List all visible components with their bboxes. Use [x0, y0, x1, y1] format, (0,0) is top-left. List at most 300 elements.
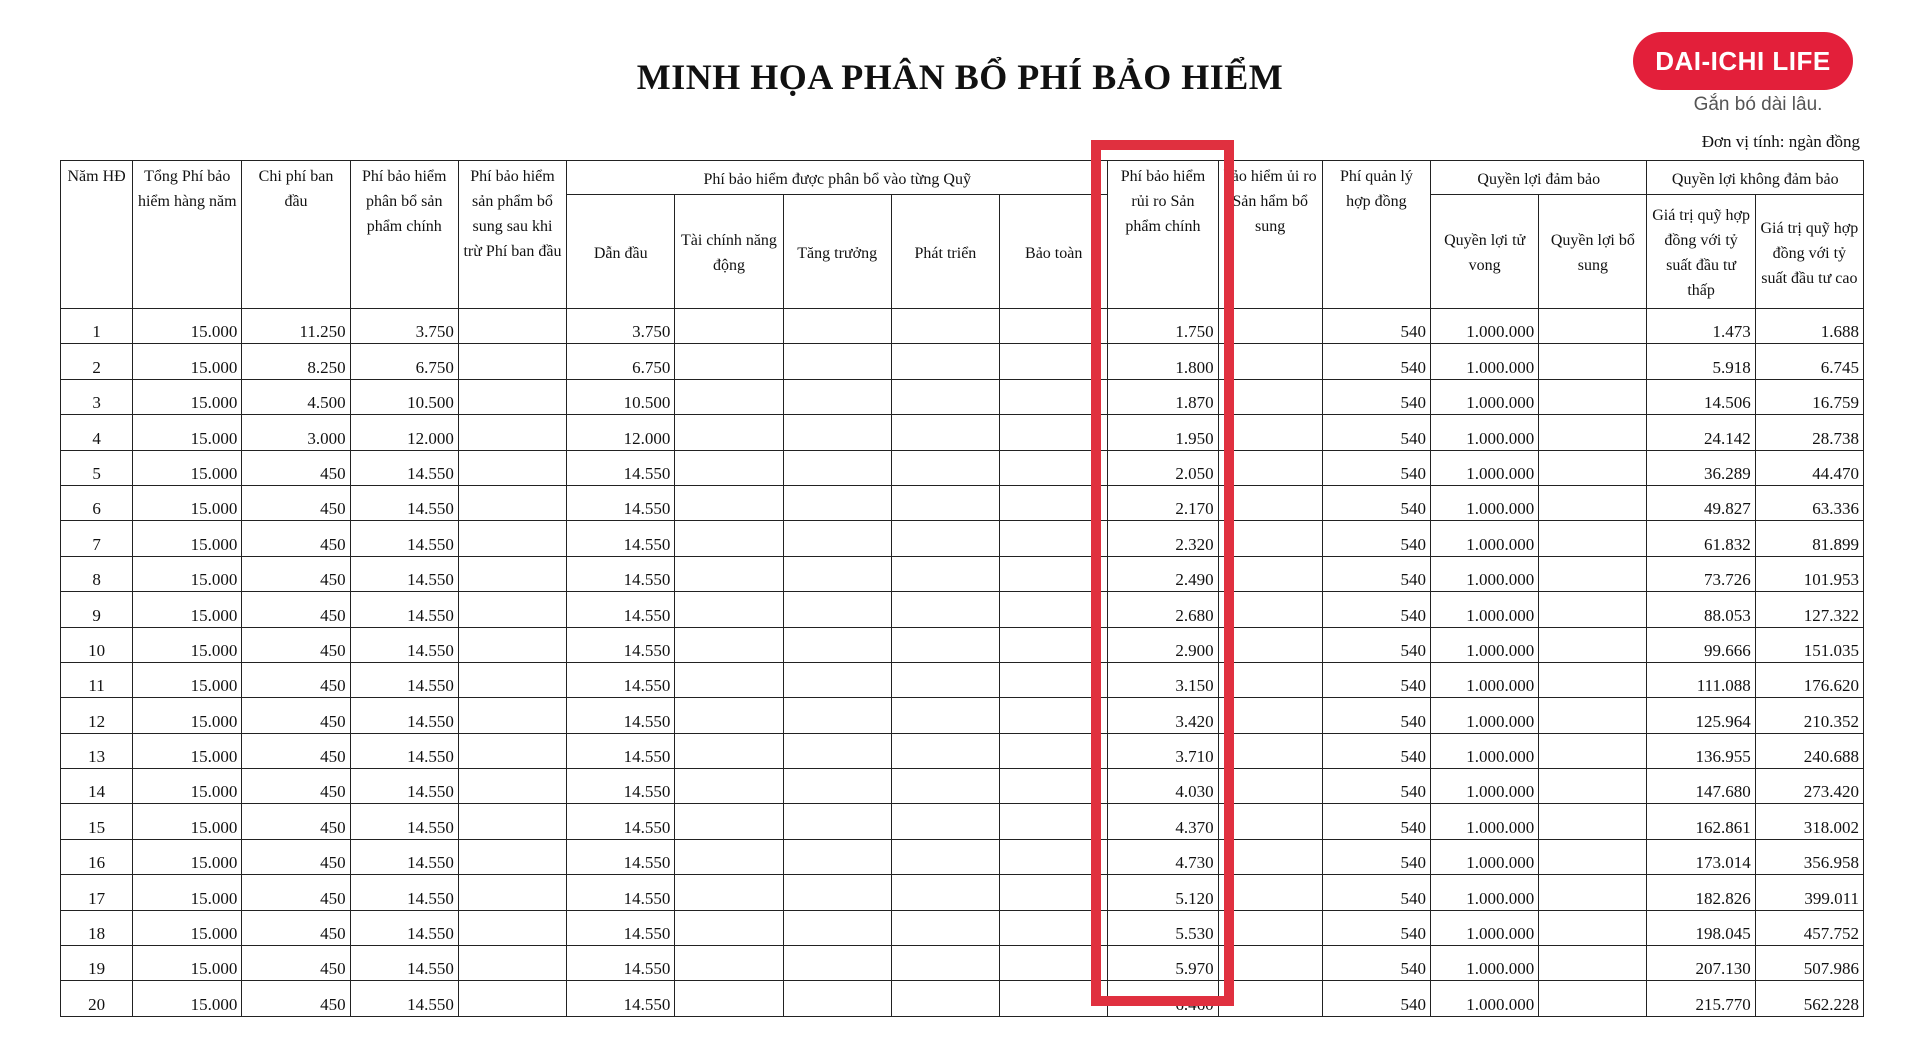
cell-fund-value-high: 28.738: [1755, 415, 1863, 450]
cell-fund-value-low: 1.473: [1647, 309, 1755, 344]
cell-risk-main: 4.370: [1108, 804, 1218, 839]
cell-additional-benefit: [1539, 450, 1647, 485]
cell-main-allocation: 6.750: [350, 344, 458, 379]
cell-admin-fee: 540: [1322, 521, 1430, 556]
cell-risk-main: 1.950: [1108, 415, 1218, 450]
cell-admin-fee: 540: [1322, 839, 1430, 874]
header-fund-value-high: Giá trị quỹ hợp đồng với tỷ suất đầu tư cao: [1755, 195, 1863, 309]
header-guaranteed-group: Quyền lợi đảm bảo: [1431, 161, 1647, 195]
cell-death-benefit: 1.000.000: [1431, 981, 1539, 1016]
cell-risk-supplementary: [1218, 379, 1322, 414]
cell-year: 15: [61, 804, 133, 839]
cell-total-premium: 15.000: [133, 415, 242, 450]
cell-fund-value-low: 125.964: [1647, 698, 1755, 733]
cell-additional-benefit: [1539, 627, 1647, 662]
cell-fund-value-low: 24.142: [1647, 415, 1755, 450]
cell-admin-fee: 540: [1322, 981, 1430, 1016]
cell-risk-main: 2.050: [1108, 450, 1218, 485]
cell-risk-supplementary: [1218, 875, 1322, 910]
cell-fund-development: [891, 839, 999, 874]
cell-total-premium: 15.000: [133, 910, 242, 945]
cell-main-allocation: 14.550: [350, 839, 458, 874]
cell-fund-dynamic: [675, 733, 783, 768]
cell-death-benefit: 1.000.000: [1431, 556, 1539, 591]
cell-fund-growth: [783, 733, 891, 768]
cell-supplementary-after: [458, 309, 566, 344]
cell-fund-growth: [783, 415, 891, 450]
cell-total-premium: 15.000: [133, 981, 242, 1016]
cell-fund-development: [891, 769, 999, 804]
cell-death-benefit: 1.000.000: [1431, 592, 1539, 627]
cell-risk-main: 2.170: [1108, 485, 1218, 520]
cell-fund-value-high: 16.759: [1755, 379, 1863, 414]
cell-fund-lead: 14.550: [567, 875, 675, 910]
cell-fund-dynamic: [675, 804, 783, 839]
cell-main-allocation: 14.550: [350, 662, 458, 697]
premium-allocation-table: [60, 160, 1864, 1017]
header-fund-value-low: Giá trị quỹ hợp đồng với tỷ suất đầu tư thấp: [1647, 195, 1755, 309]
cell-fund-value-high: 127.322: [1755, 592, 1863, 627]
cell-risk-supplementary: [1218, 946, 1322, 981]
cell-fund-dynamic: [675, 556, 783, 591]
cell-risk-main: 1.750: [1108, 309, 1218, 344]
cell-main-allocation: 14.550: [350, 450, 458, 485]
cell-fund-growth: [783, 946, 891, 981]
cell-risk-main: 4.730: [1108, 839, 1218, 874]
cell-year: 3: [61, 379, 133, 414]
cell-initial-cost: 450: [242, 485, 350, 520]
cell-death-benefit: 1.000.000: [1431, 309, 1539, 344]
cell-risk-main: 3.710: [1108, 733, 1218, 768]
cell-additional-benefit: [1539, 946, 1647, 981]
cell-main-allocation: 14.550: [350, 592, 458, 627]
cell-fund-development: [891, 981, 999, 1016]
table-row: [61, 415, 1864, 450]
cell-fund-conservation: [1000, 309, 1108, 344]
cell-total-premium: 15.000: [133, 450, 242, 485]
cell-risk-supplementary: [1218, 662, 1322, 697]
cell-fund-lead: 14.550: [567, 910, 675, 945]
cell-main-allocation: 14.550: [350, 769, 458, 804]
cell-fund-dynamic: [675, 450, 783, 485]
cell-fund-dynamic: [675, 769, 783, 804]
cell-fund-dynamic: [675, 910, 783, 945]
cell-fund-development: [891, 698, 999, 733]
table-row: [61, 698, 1864, 733]
cell-admin-fee: 540: [1322, 627, 1430, 662]
table-row: [61, 592, 1864, 627]
cell-fund-lead: 14.550: [567, 839, 675, 874]
table-row: [61, 733, 1864, 768]
cell-additional-benefit: [1539, 309, 1647, 344]
cell-initial-cost: 450: [242, 769, 350, 804]
company-logo: [1633, 32, 1853, 124]
cell-fund-growth: [783, 981, 891, 1016]
cell-fund-value-high: 318.002: [1755, 804, 1863, 839]
cell-fund-development: [891, 627, 999, 662]
cell-additional-benefit: [1539, 839, 1647, 874]
header-initial-cost: Chi phí ban đầu: [242, 161, 350, 309]
cell-death-benefit: 1.000.000: [1431, 379, 1539, 414]
cell-risk-main: 5.120: [1108, 875, 1218, 910]
cell-total-premium: 15.000: [133, 733, 242, 768]
table-body: [61, 309, 1864, 1017]
cell-fund-development: [891, 379, 999, 414]
cell-fund-value-low: 198.045: [1647, 910, 1755, 945]
cell-fund-development: [891, 556, 999, 591]
cell-total-premium: 15.000: [133, 344, 242, 379]
cell-fund-growth: [783, 769, 891, 804]
cell-supplementary-after: [458, 592, 566, 627]
cell-initial-cost: 450: [242, 698, 350, 733]
cell-fund-lead: 14.550: [567, 698, 675, 733]
cell-fund-value-low: 88.053: [1647, 592, 1755, 627]
cell-initial-cost: 8.250: [242, 344, 350, 379]
cell-initial-cost: 450: [242, 521, 350, 556]
cell-fund-lead: 14.550: [567, 946, 675, 981]
cell-additional-benefit: [1539, 804, 1647, 839]
cell-fund-value-high: 81.899: [1755, 521, 1863, 556]
header-fund-development: Phát triển: [891, 195, 999, 309]
cell-risk-supplementary: [1218, 910, 1322, 945]
table-row: [61, 662, 1864, 697]
header-fund-conservation: Bảo toàn: [1000, 195, 1108, 309]
cell-total-premium: 15.000: [133, 556, 242, 591]
table-row: [61, 521, 1864, 556]
cell-risk-main: 2.900: [1108, 627, 1218, 662]
logo-wordmark: DAI-ICHI LIFE: [1633, 32, 1853, 90]
cell-fund-lead: 14.550: [567, 662, 675, 697]
cell-supplementary-after: [458, 804, 566, 839]
header-supplementary-after: Phí bảo hiểm sản phẩm bổ sung sau khi trừ Phí ban đầu: [458, 161, 566, 309]
cell-fund-conservation: [1000, 379, 1108, 414]
cell-fund-lead: 14.550: [567, 981, 675, 1016]
header-main-allocation: Phí bảo hiểm phân bổ sản phẩm chính: [350, 161, 458, 309]
header-death-benefit: Quyền lợi tử vong: [1431, 195, 1539, 309]
cell-additional-benefit: [1539, 698, 1647, 733]
cell-additional-benefit: [1539, 379, 1647, 414]
cell-risk-supplementary: [1218, 592, 1322, 627]
cell-supplementary-after: [458, 910, 566, 945]
cell-fund-growth: [783, 592, 891, 627]
cell-fund-value-low: 136.955: [1647, 733, 1755, 768]
cell-fund-conservation: [1000, 592, 1108, 627]
cell-additional-benefit: [1539, 981, 1647, 1016]
cell-additional-benefit: [1539, 910, 1647, 945]
cell-fund-growth: [783, 521, 891, 556]
cell-fund-conservation: [1000, 804, 1108, 839]
cell-fund-dynamic: [675, 662, 783, 697]
cell-year: 7: [61, 521, 133, 556]
cell-year: 16: [61, 839, 133, 874]
header-year: Năm HĐ: [61, 161, 133, 309]
cell-admin-fee: 540: [1322, 662, 1430, 697]
unit-note: Đơn vị tính: ngàn đồng: [1701, 132, 1860, 151]
cell-initial-cost: 450: [242, 662, 350, 697]
cell-risk-supplementary: [1218, 627, 1322, 662]
cell-initial-cost: 450: [242, 804, 350, 839]
cell-admin-fee: 540: [1322, 309, 1430, 344]
table-row: [61, 344, 1864, 379]
cell-fund-growth: [783, 875, 891, 910]
cell-total-premium: 15.000: [133, 698, 242, 733]
cell-risk-supplementary: [1218, 450, 1322, 485]
cell-fund-value-high: 176.620: [1755, 662, 1863, 697]
cell-fund-lead: 14.550: [567, 733, 675, 768]
cell-additional-benefit: [1539, 344, 1647, 379]
cell-fund-value-high: 507.986: [1755, 946, 1863, 981]
cell-supplementary-after: [458, 769, 566, 804]
cell-supplementary-after: [458, 415, 566, 450]
cell-fund-value-high: 151.035: [1755, 627, 1863, 662]
cell-fund-growth: [783, 485, 891, 520]
cell-risk-supplementary: [1218, 981, 1322, 1016]
cell-fund-value-low: 99.666: [1647, 627, 1755, 662]
cell-fund-value-low: 162.861: [1647, 804, 1755, 839]
document-title: MINH HỌA PHÂN BỔ PHÍ BẢO HIỂM: [636, 57, 1284, 97]
cell-risk-main: 3.420: [1108, 698, 1218, 733]
cell-additional-benefit: [1539, 556, 1647, 591]
cell-fund-conservation: [1000, 875, 1108, 910]
header-risk-main: Phí bảo hiểm rủi ro Sản phẩm chính: [1108, 161, 1218, 309]
cell-additional-benefit: [1539, 415, 1647, 450]
cell-main-allocation: 14.550: [350, 804, 458, 839]
cell-additional-benefit: [1539, 485, 1647, 520]
cell-fund-development: [891, 910, 999, 945]
cell-death-benefit: 1.000.000: [1431, 804, 1539, 839]
cell-fund-development: [891, 521, 999, 556]
cell-main-allocation: 14.550: [350, 733, 458, 768]
cell-fund-value-high: 399.011: [1755, 875, 1863, 910]
cell-fund-growth: [783, 804, 891, 839]
cell-fund-growth: [783, 379, 891, 414]
cell-risk-supplementary: [1218, 344, 1322, 379]
cell-fund-value-high: 6.745: [1755, 344, 1863, 379]
header-total-premium: Tổng Phí bảo hiểm hàng năm: [133, 161, 242, 309]
table-row: [61, 379, 1864, 414]
cell-main-allocation: 14.550: [350, 627, 458, 662]
cell-fund-value-low: 61.832: [1647, 521, 1755, 556]
cell-fund-growth: [783, 839, 891, 874]
cell-fund-dynamic: [675, 344, 783, 379]
cell-admin-fee: 540: [1322, 379, 1430, 414]
cell-fund-conservation: [1000, 415, 1108, 450]
cell-fund-development: [891, 592, 999, 627]
cell-death-benefit: 1.000.000: [1431, 521, 1539, 556]
cell-fund-value-low: 147.680: [1647, 769, 1755, 804]
cell-initial-cost: 450: [242, 592, 350, 627]
cell-main-allocation: 14.550: [350, 556, 458, 591]
cell-fund-conservation: [1000, 344, 1108, 379]
cell-year: 1: [61, 309, 133, 344]
cell-fund-value-low: 49.827: [1647, 485, 1755, 520]
cell-risk-supplementary: [1218, 839, 1322, 874]
cell-fund-value-low: 215.770: [1647, 981, 1755, 1016]
cell-death-benefit: 1.000.000: [1431, 946, 1539, 981]
table-row: [61, 627, 1864, 662]
cell-risk-main: 5.970: [1108, 946, 1218, 981]
cell-initial-cost: 450: [242, 556, 350, 591]
cell-risk-supplementary: [1218, 309, 1322, 344]
cell-year: 19: [61, 946, 133, 981]
cell-fund-conservation: [1000, 662, 1108, 697]
cell-admin-fee: 540: [1322, 698, 1430, 733]
cell-supplementary-after: [458, 485, 566, 520]
cell-admin-fee: 540: [1322, 875, 1430, 910]
cell-year: 17: [61, 875, 133, 910]
cell-admin-fee: 540: [1322, 485, 1430, 520]
cell-fund-dynamic: [675, 592, 783, 627]
table-row: [61, 839, 1864, 874]
table-row: [61, 946, 1864, 981]
cell-admin-fee: 540: [1322, 769, 1430, 804]
cell-initial-cost: 3.000: [242, 415, 350, 450]
cell-fund-development: [891, 415, 999, 450]
cell-fund-development: [891, 450, 999, 485]
table-row: [61, 910, 1864, 945]
cell-fund-dynamic: [675, 875, 783, 910]
cell-main-allocation: 3.750: [350, 309, 458, 344]
cell-fund-value-high: 1.688: [1755, 309, 1863, 344]
cell-fund-dynamic: [675, 415, 783, 450]
cell-total-premium: 15.000: [133, 379, 242, 414]
cell-fund-value-high: 63.336: [1755, 485, 1863, 520]
cell-risk-main: 6.460: [1108, 981, 1218, 1016]
cell-admin-fee: 540: [1322, 946, 1430, 981]
cell-risk-main: 1.800: [1108, 344, 1218, 379]
cell-death-benefit: 1.000.000: [1431, 415, 1539, 450]
cell-fund-dynamic: [675, 698, 783, 733]
cell-risk-main: 4.030: [1108, 769, 1218, 804]
cell-fund-growth: [783, 309, 891, 344]
cell-fund-lead: 3.750: [567, 309, 675, 344]
cell-year: 13: [61, 733, 133, 768]
cell-total-premium: 15.000: [133, 875, 242, 910]
cell-fund-development: [891, 662, 999, 697]
cell-fund-dynamic: [675, 309, 783, 344]
header-nonguaranteed-group: Quyền lợi không đảm bảo: [1647, 161, 1864, 195]
cell-additional-benefit: [1539, 662, 1647, 697]
cell-fund-value-low: 73.726: [1647, 556, 1755, 591]
header-risk-supplementary: bảo hiểm ủi ro Sản hẩm bổ sung: [1218, 161, 1322, 309]
cell-year: 5: [61, 450, 133, 485]
cell-death-benefit: 1.000.000: [1431, 769, 1539, 804]
cell-admin-fee: 540: [1322, 592, 1430, 627]
cell-supplementary-after: [458, 839, 566, 874]
cell-fund-dynamic: [675, 521, 783, 556]
cell-additional-benefit: [1539, 733, 1647, 768]
table-row: [61, 981, 1864, 1016]
cell-year: 10: [61, 627, 133, 662]
table-row: [61, 875, 1864, 910]
cell-supplementary-after: [458, 450, 566, 485]
cell-fund-lead: 14.550: [567, 450, 675, 485]
cell-fund-conservation: [1000, 698, 1108, 733]
cell-supplementary-after: [458, 698, 566, 733]
cell-fund-conservation: [1000, 769, 1108, 804]
cell-total-premium: 15.000: [133, 627, 242, 662]
cell-fund-development: [891, 309, 999, 344]
cell-admin-fee: 540: [1322, 415, 1430, 450]
cell-fund-development: [891, 875, 999, 910]
cell-fund-lead: 6.750: [567, 344, 675, 379]
cell-risk-supplementary: [1218, 415, 1322, 450]
cell-fund-lead: 12.000: [567, 415, 675, 450]
cell-death-benefit: 1.000.000: [1431, 698, 1539, 733]
cell-admin-fee: 540: [1322, 450, 1430, 485]
cell-total-premium: 15.000: [133, 804, 242, 839]
cell-initial-cost: 450: [242, 875, 350, 910]
cell-death-benefit: 1.000.000: [1431, 662, 1539, 697]
cell-fund-value-high: 101.953: [1755, 556, 1863, 591]
cell-supplementary-after: [458, 627, 566, 662]
cell-fund-conservation: [1000, 910, 1108, 945]
cell-year: 2: [61, 344, 133, 379]
cell-death-benefit: 1.000.000: [1431, 910, 1539, 945]
cell-fund-conservation: [1000, 946, 1108, 981]
cell-supplementary-after: [458, 662, 566, 697]
cell-fund-dynamic: [675, 379, 783, 414]
cell-additional-benefit: [1539, 769, 1647, 804]
cell-year: 14: [61, 769, 133, 804]
cell-total-premium: 15.000: [133, 485, 242, 520]
cell-main-allocation: 14.550: [350, 946, 458, 981]
cell-fund-growth: [783, 662, 891, 697]
cell-fund-lead: 14.550: [567, 769, 675, 804]
cell-total-premium: 15.000: [133, 662, 242, 697]
table-row: [61, 309, 1864, 344]
cell-risk-main: 5.530: [1108, 910, 1218, 945]
cell-fund-development: [891, 946, 999, 981]
cell-admin-fee: 540: [1322, 733, 1430, 768]
cell-fund-conservation: [1000, 981, 1108, 1016]
cell-death-benefit: 1.000.000: [1431, 627, 1539, 662]
table-row: [61, 769, 1864, 804]
cell-fund-value-low: 5.918: [1647, 344, 1755, 379]
cell-main-allocation: 14.550: [350, 698, 458, 733]
cell-supplementary-after: [458, 556, 566, 591]
cell-risk-supplementary: [1218, 733, 1322, 768]
cell-risk-main: 2.320: [1108, 521, 1218, 556]
header-fund-growth: Tăng trưởng: [783, 195, 891, 309]
cell-fund-dynamic: [675, 981, 783, 1016]
cell-initial-cost: 11.250: [242, 309, 350, 344]
cell-main-allocation: 14.550: [350, 910, 458, 945]
cell-fund-value-low: 14.506: [1647, 379, 1755, 414]
cell-risk-supplementary: [1218, 698, 1322, 733]
cell-initial-cost: 450: [242, 946, 350, 981]
cell-initial-cost: 450: [242, 733, 350, 768]
cell-supplementary-after: [458, 875, 566, 910]
cell-fund-conservation: [1000, 450, 1108, 485]
cell-fund-development: [891, 485, 999, 520]
cell-supplementary-after: [458, 379, 566, 414]
cell-fund-value-high: 273.420: [1755, 769, 1863, 804]
cell-fund-dynamic: [675, 485, 783, 520]
cell-death-benefit: 1.000.000: [1431, 344, 1539, 379]
cell-fund-development: [891, 804, 999, 839]
cell-fund-conservation: [1000, 485, 1108, 520]
cell-supplementary-after: [458, 344, 566, 379]
cell-risk-supplementary: [1218, 804, 1322, 839]
cell-risk-supplementary: [1218, 769, 1322, 804]
cell-fund-value-high: 356.958: [1755, 839, 1863, 874]
cell-admin-fee: 540: [1322, 556, 1430, 591]
cell-fund-growth: [783, 344, 891, 379]
cell-total-premium: 15.000: [133, 521, 242, 556]
cell-total-premium: 15.000: [133, 839, 242, 874]
table-row: [61, 556, 1864, 591]
